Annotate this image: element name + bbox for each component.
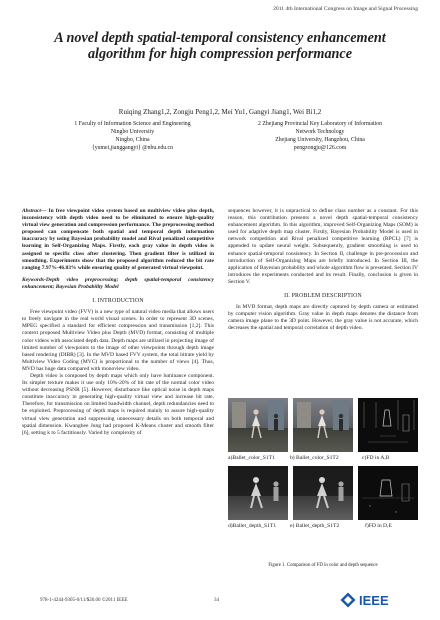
keywords-label: Keywords- [22, 276, 46, 283]
affiliation-right-email[interactable]: pengzongju@126.com [293, 145, 347, 151]
conference-header: 2011 4th International Congress on Image and Signal Processing [273, 6, 418, 12]
frame-difference-icon [358, 466, 418, 520]
figure-image-fd-color [358, 398, 418, 452]
figure-image-fd-depth [358, 466, 418, 520]
figure-label-e: e) Ballet_depth_S1T2 [290, 523, 340, 529]
section-heading-problem: II. PROBLEM DESCRIPTION [284, 293, 362, 300]
figure-label-c: c)FD in A,B [362, 455, 390, 461]
dancer-scene-icon [228, 398, 288, 452]
figure-label-b: b) Ballet_color_S1T2 [290, 455, 339, 461]
paragraph: In MVD format, depth maps are directly captured by depth camera or estimated by computer vision algorithm. Gray value in depth maps denotes the distance from camera image plane to the 3D point. However, the gray value is not accurate, which decreases the spatial and temporal correlation of depth video. [228, 304, 418, 332]
frame-difference-icon [358, 398, 418, 452]
affiliation-right [225, 120, 415, 152]
depth-silhouette-icon [228, 466, 288, 520]
affiliation-left-line: Ningbo, China [115, 137, 150, 143]
affiliation-left-email[interactable]: {yumei,jianggangyi} @nbu.edu.cn [91, 145, 174, 151]
figure-image-ballet-depth-t1 [228, 466, 288, 520]
ieee-diamond-icon [340, 592, 356, 608]
keywords-text: Depth video preprocessing; depth spatial-temporal consistency enhancement; Bayesian Probability Model [22, 276, 214, 290]
affiliation-right-line: Network Technology [295, 129, 345, 135]
affiliation-left [40, 120, 225, 152]
figure-1 [228, 398, 418, 558]
section-heading-introduction: I. INTRODUCTION [92, 298, 144, 305]
paragraph: Free viewpoint video (FVV) is a new type of natural video media that allows users to freely navigate in the real world visual scenes. In order to represent 3D scenes, MPEG specified a standard for efficient compression and transmission [1,2]. This context proposed Multiview Video plus Depth (MVD) format, consisting of multiple color videos with associated depth data. Depth maps are utilized in projecting image of limited number of viewpoints to the image of other viewpoints through depth image based rendering (DIBR) [3]. In the MVD based FVV system, the total bitrate yield by Multiview Video Coding (MVC) is proportional to the number of views [4]. Thus, MVD has huge data compared with monoview video. [22, 309, 214, 372]
footer-isbn: 978-1-4244-9305-0/11/$26.00 ©2011 IEEE [40, 598, 128, 603]
ieee-logo [340, 592, 389, 608]
figure-caption: Figure 1. Comparison of FD in color and depth sequence [268, 563, 378, 568]
abstract [22, 208, 214, 272]
depth-silhouette-icon [293, 466, 353, 520]
dancer-scene-icon [293, 398, 353, 452]
paper-title: A novel depth spatial-temporal consistency enhancement algorithm for high compression performance [54, 30, 386, 62]
affiliation-right-line: 2 Zhejiang Provincial Key Laboratory of Information [258, 121, 382, 127]
figure-label-d: d)Ballet_depth_S1T1 [228, 523, 277, 529]
figure-image-ballet-depth-t2 [293, 466, 353, 520]
figure-image-ballet-color-t1 [228, 398, 288, 452]
abstract-label: Abstract— [22, 208, 47, 214]
paragraph: Depth video is composed by depth maps which only have luminance component. Its simpler texture makes it use only 10%-20% of bit rate of the normal color video without decreasing PSNR [5]. However, disturbance like optical noise in depth maps constitute inaccuracy in generating high-quality virtual view and increase bit rate. Therefore, for transmission on limited bandwidth channel, depth redundancies need to be exploited. Preprocessing of depth maps is required mainly to assure high-quality virtual view generation and suppressing unnecessary details on both temporal and spatial dimension. Kwanghee Jung had proposed K-Means cluster and smooth filter [6], setting k to 5 factitiously. Varied by complexity of [22, 372, 214, 436]
left-column [22, 208, 214, 437]
author-list: Ruiqing Zhang1,2, Zongju Peng1,2, Mei Yu1, Gangyi Jiang1, Wei Bi1,2 [118, 108, 322, 116]
figure-label-f: f)FD in D,E [365, 523, 392, 529]
right-column [228, 208, 418, 333]
abstract-text: In free viewpoint video system based on multiview video plus depth, inconsistency with depth video need to be eliminated to ensure high-quality virtual view generation and compression performance. The preprocessing method proposed can compensate both spatial and temporal depth information inaccuracy by using Bayesian probability model and Rival penalized competitive learning in Self-Organizing Maps. Firstly, each gray value in depth video is assigned to specific class after clustering. Then gradient filter is utilized in smoothing. Experiments show that the proposed algorithm reduced the bit rate ranging 7.97%-46.83% while ensuring quality of generated virtual viewpoint. [22, 208, 214, 271]
affiliation-left-line: Ningbo University [110, 129, 155, 135]
affiliation-left-line: 1 Faculty of Information Science and Engineering [74, 121, 191, 127]
keywords [22, 277, 214, 291]
page-number: 34 [214, 598, 219, 603]
figure-label-a: a)Ballet_color_S1T1 [228, 455, 275, 461]
figure-image-ballet-color-t2 [293, 398, 353, 452]
affiliation-right-line: Zhejiang University, Hangzhou, China [275, 137, 365, 143]
ieee-logo-text: IEEE [359, 592, 389, 608]
paragraph: sequences however, it is unpractical to define class number as a constant. For this reason, this contribution presents a novel depth spatial-temporal consistency enhancement algorithm. In this algorithm, improved Self-Organizing Maps (SOM) is used for adaptive depth map cluster. Firstly, Bayesian Probability Model is used in network competition and Rival penalized competitive learning (RPCL) [7] is appended to update neural weight. Subsequently, gradient smoothing is used to enhance spatial-temporal consistency. In Section II, challenge in pre-procession and introduction of Self-Organizing Maps are briefly introduced. In Section III, the application of Bayesian probability and whole algorithm flow is presented. Section IV introduces the experiments conducted and its result. Finally, conclusion is given in Section V. [228, 208, 418, 285]
